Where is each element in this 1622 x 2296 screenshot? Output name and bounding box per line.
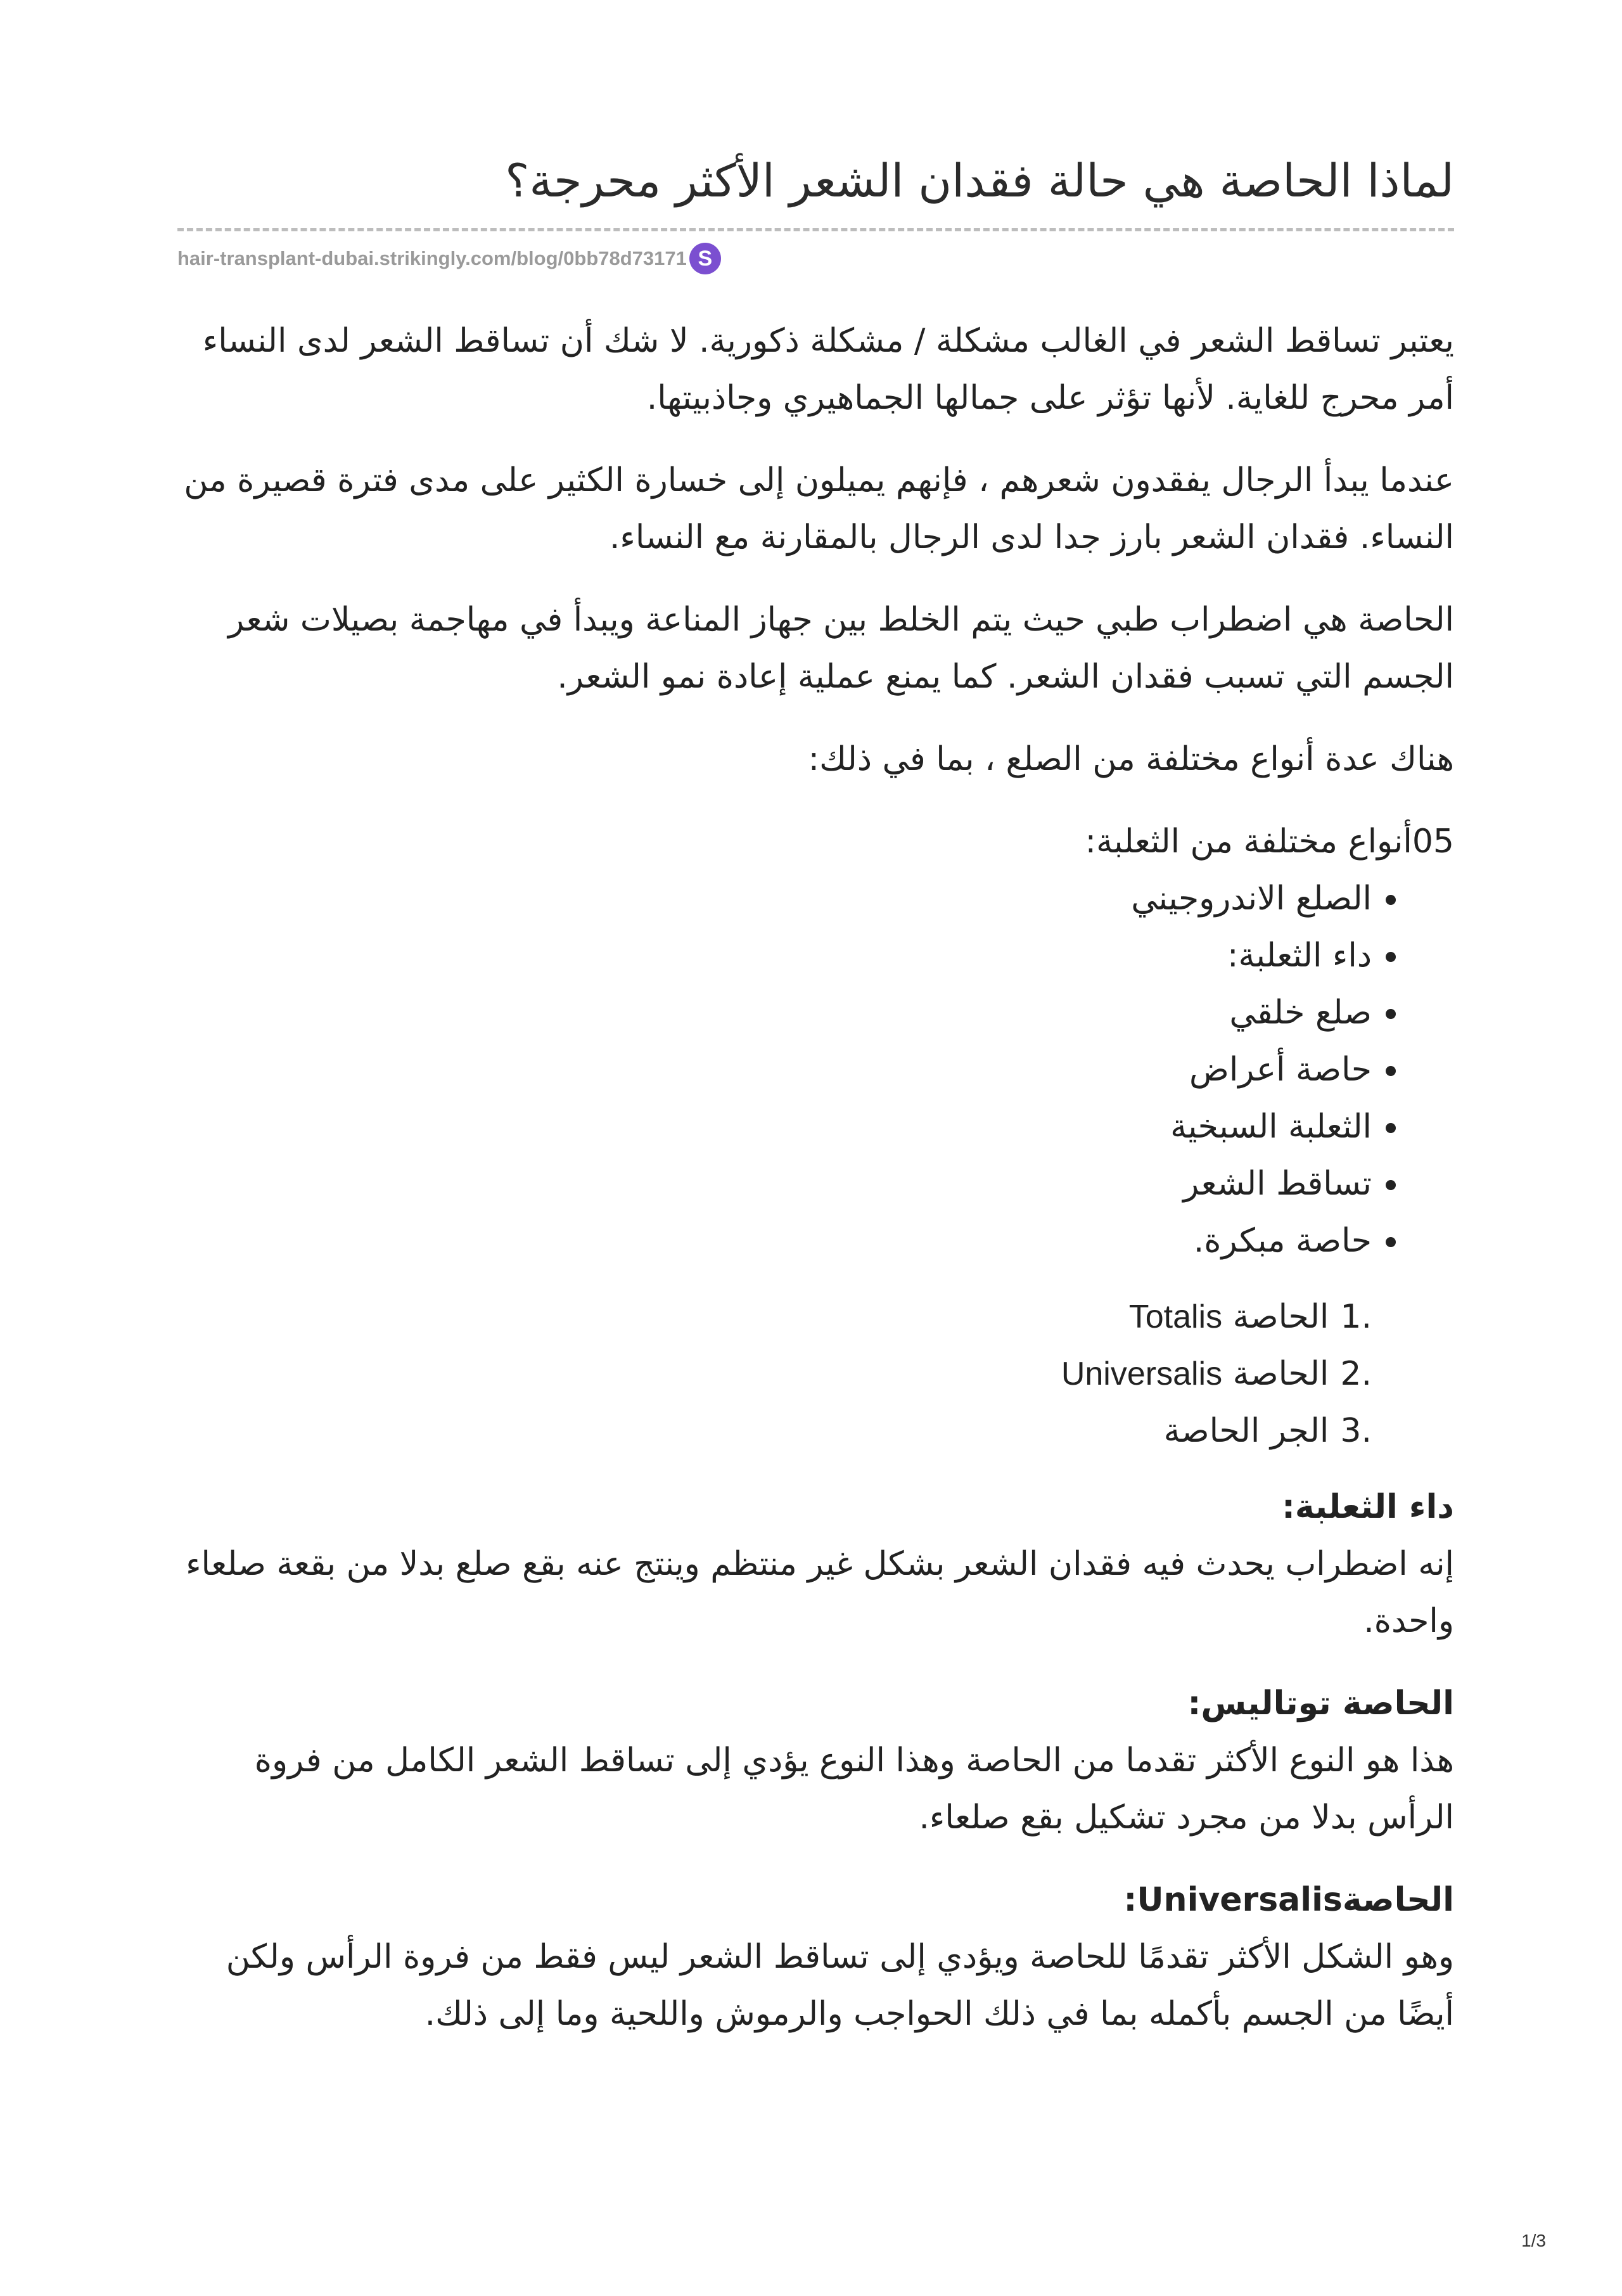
item-arabic: الحاصة <box>1232 1298 1329 1336</box>
source-url[interactable]: hair-transplant-dubai.strikingly.com/blog/0bb78d73171 <box>177 247 687 269</box>
list-item: • حاصة مبكرة. <box>177 1212 1372 1269</box>
paragraph-2: عندما يبدأ الرجال يفقدون شعرهم ، فإنهم يميلون إلى خسارة الكثير على مدى فترة قصيرة من النساء. فقدان الشعر بارز جدا لدى الرجال بالمقارنة مع النساء. <box>184 461 1454 556</box>
paragraph-3: الحاصة هي اضطراب طبي حيث يتم الخلط بين جهاز المناعة ويبدأ في مهاجمة بصيلات شعر الجسم التي تسبب فقدان الشعر. كما يمنع عملية إعادة نمو الشعر. <box>228 601 1454 696</box>
section-heading: داء الثعلبة: <box>1282 1488 1454 1526</box>
list-item: • الثعلبة السبخية <box>177 1098 1372 1155</box>
list-intro: 05أنواع مختلفة من الثعلبة: <box>1085 823 1454 861</box>
list-item: • حاصة أعراض <box>177 1041 1372 1098</box>
list-item: • الصلع الاندروجيني <box>177 870 1372 927</box>
section-text: وهو الشكل الأكثر تقدمًا للحاصة ويؤدي إلى تساقط الشعر ليس فقط من فروة الرأس ولكن أيضًا من الجسم بأكمله بما في ذلك الحواجب والرموش واللحية وما إلى ذلك. <box>226 1938 1454 2033</box>
numbered-item <box>177 1345 1372 1402</box>
page-number: 1/3 <box>1521 2231 1546 2250</box>
paragraph-1: يعتبر تساقط الشعر في الغالب مشكلة / مشكلة ذكورية. لا شك أن تساقط الشعر لدى النساء أمر محرج للغاية. لأنها تؤثر على جمالها الجماهيري وجاذبيتها. <box>202 322 1454 417</box>
item-latin: Totalis <box>1128 1299 1223 1335</box>
strikingly-logo-icon: S <box>689 243 721 274</box>
item-arabic: الحاصة <box>1232 1355 1329 1393</box>
source-link[interactable] <box>177 243 1454 274</box>
list-item: • تساقط الشعر <box>177 1155 1372 1212</box>
section-heading: الحاصةUniversalis: <box>1123 1881 1454 1919</box>
title-divider <box>177 228 1454 231</box>
item-number: 2. <box>1340 1355 1372 1393</box>
item-number: 1. <box>1340 1298 1372 1336</box>
item-latin: Universalis <box>1061 1356 1223 1392</box>
list-item: • داء الثعلبة: <box>177 927 1372 984</box>
paragraph-4: هناك عدة أنواع مختلفة من الصلع ، بما في ذلك: <box>808 740 1454 778</box>
item-number: 3. <box>1340 1412 1372 1450</box>
section-text: إنه اضطراب يحدث فيه فقدان الشعر بشكل غير منتظم وينتج عنه بقع صلع بدلا من بقعة صلعاء واحدة. <box>186 1545 1454 1640</box>
bullet-list <box>177 870 1454 1269</box>
document-page <box>177 146 1454 2068</box>
numbered-item <box>177 1288 1372 1345</box>
section-heading: الحاصة توتاليس: <box>1187 1684 1454 1722</box>
item-arabic: الجر الحاصة <box>1163 1412 1329 1450</box>
numbered-list <box>177 1288 1454 1459</box>
page-title: لماذا الحاصة هي حالة فقدان الشعر الأكثر محرجة؟ <box>505 154 1454 207</box>
list-item: • صلع خلقي <box>177 984 1372 1041</box>
numbered-item <box>177 1402 1372 1459</box>
section-text: هذا هو النوع الأكثر تقدما من الحاصة وهذا النوع يؤدي إلى تساقط الشعر الكامل من فروة الرأس بدلا من مجرد تشكيل بقع صلعاء. <box>254 1741 1454 1837</box>
